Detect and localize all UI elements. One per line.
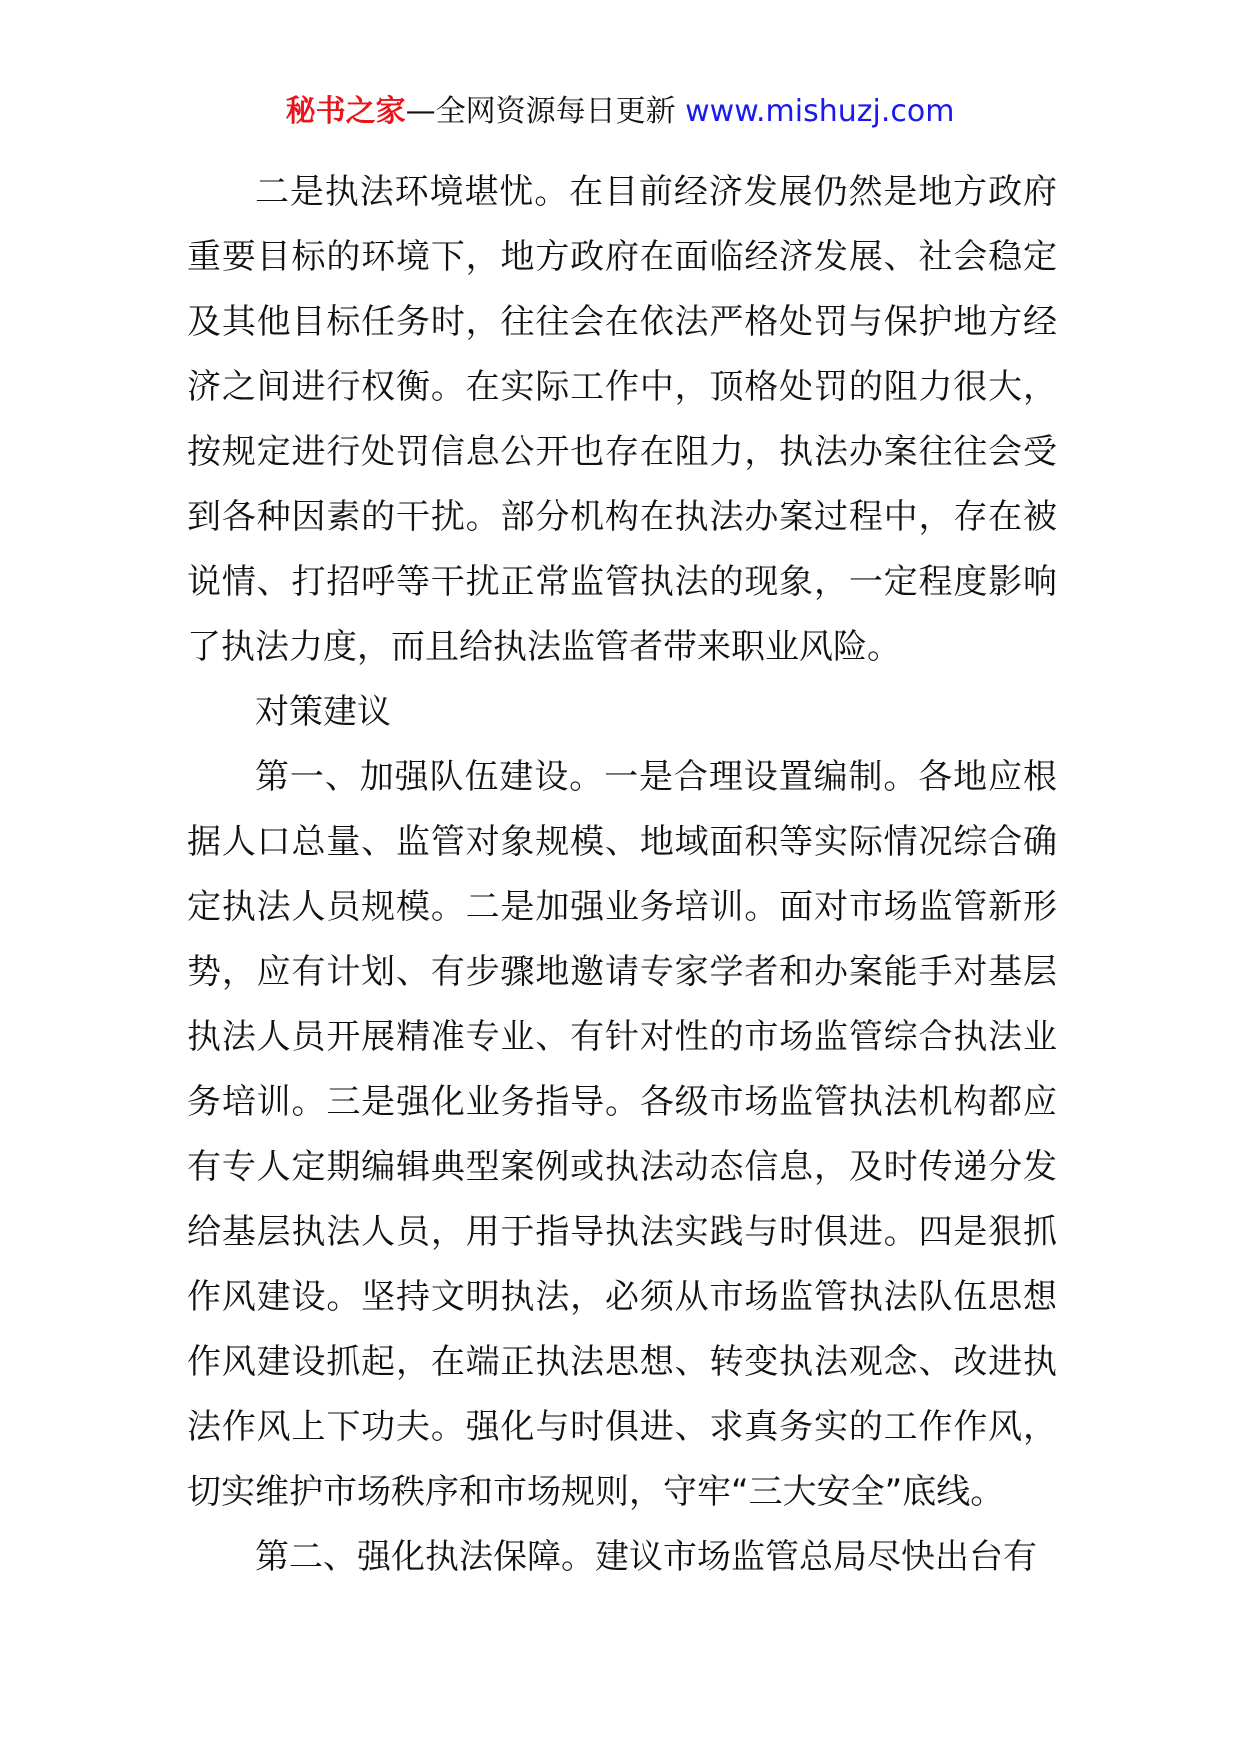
site-url-link[interactable]: www.mishuzj.com bbox=[685, 94, 955, 129]
paragraph-enforcement-environment: 二是执法环境堪忧。在目前经济发展仍然是地方政府重要目标的环境下，地方政府在面临经济发展、社会稳定及其他目标任务时，往往会在依法严格处罚与保护地方经济之间进行权衡。在实际工作中，顶格处罚的阻力很大，按规定进行处罚信息公开也存在阻力，执法办案往往会受到各种因素的干扰。部分机构在执法办案过程中，存在被说情、打招呼等干扰正常监管执法的现象，一定程度影响了执法力度，而且给执法监管者带来职业风险。 bbox=[187, 172, 1057, 667]
paragraph-enforcement-guarantee: 第二、强化执法保障。建议市场监管总局尽快出台有 bbox=[255, 1537, 1037, 1577]
section-heading-countermeasures: 对策建议 bbox=[255, 692, 391, 732]
site-header bbox=[0, 92, 1240, 132]
document-body bbox=[187, 160, 1057, 1590]
paragraph-team-building: 第一、加强队伍建设。一是合理设置编制。各地应根据人口总量、监管对象规模、地域面积等实际情况综合确定执法人员规模。二是加强业务培训。面对市场监管新形势，应有计划、有步骤地邀请专家学者和办案能手对基层执法人员开展精准专业、有针对性的市场监管综合执法业务培训。三是强化业务指导。各级市场监管执法机构都应有专人定期编辑典型案例或执法动态信息，及时传递分发给基层执法人员，用于指导执法实践与时俱进。四是狠抓作风建设。坚持文明执法，必须从市场监管执法队伍思想作风建设抓起，在端正执法思想、转变执法观念、改进执法作风上下功夫。强化与时俱进、求真务实的工作作风，切实维护市场秩序和市场规则，守牢“三大安全”底线。 bbox=[187, 757, 1057, 1512]
brand-name: 秘书之家 bbox=[285, 94, 406, 129]
header-slogan: —全网资源每日更新 bbox=[405, 94, 676, 129]
